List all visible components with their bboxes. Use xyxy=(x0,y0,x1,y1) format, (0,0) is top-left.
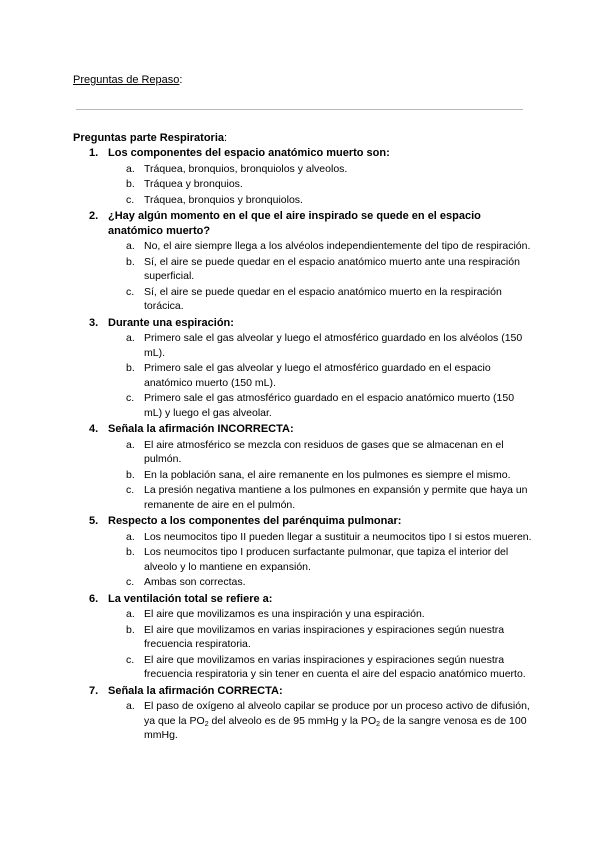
option-letter: b. xyxy=(126,468,135,481)
question-item xyxy=(73,422,533,512)
section-title xyxy=(73,131,533,145)
answer-options xyxy=(108,239,533,314)
answer-option xyxy=(108,545,533,574)
option-text: Ambas son correctas. xyxy=(144,576,246,588)
answer-option xyxy=(108,575,533,590)
answer-option xyxy=(108,162,533,177)
option-text: La presión negativa mantiene a los pulmones en expansión y permite que haya un remanente de aire en el pulmón. xyxy=(144,484,528,511)
page-title xyxy=(73,73,182,87)
subscript-2: 2 xyxy=(204,720,209,728)
answer-option xyxy=(108,607,533,622)
option-text: Primero sale el gas alveolar y luego el atmosférico guardado en el espacio anatómico muerto (150 mL). xyxy=(144,362,491,389)
question-text: Señala la afirmación CORRECTA: xyxy=(108,684,283,697)
option-letter: a. xyxy=(126,332,135,344)
option-letter: a. xyxy=(126,530,135,543)
option-letter: c. xyxy=(126,193,135,206)
question-text: Respecto a los componentes del parénquima pulmonar: xyxy=(108,515,402,527)
answer-option xyxy=(108,239,533,254)
option-text: Primero sale el gas atmosférico guardado en el espacio anatómico muerto (150 mL) y luego el gas alveolar. xyxy=(144,392,515,419)
respiratory-section xyxy=(73,131,533,745)
section-title-colon: : xyxy=(224,132,228,144)
option-text: El aire que movilizamos en varias inspiraciones y espiraciones según nuestra frecuencia respiratoria y sin tener en cuenta el aire del espacio anatómico muerto. xyxy=(144,653,526,680)
option-text: Los neumocitos tipo I producen surfactante pulmonar, que tapiza el interior del alveolo y lo mantiene en expansión. xyxy=(144,546,509,573)
answer-option xyxy=(108,699,533,743)
answer-options xyxy=(108,331,533,420)
answer-options xyxy=(108,438,533,513)
answer-option xyxy=(108,255,533,284)
option-text-part: del alveolo es de 95 mmHg y la PO xyxy=(208,714,377,727)
option-text: Los neumocitos tipo II pueden llegar a sustituir a neumocitos tipo I si estos mueren. xyxy=(144,530,532,543)
answer-options xyxy=(108,699,533,743)
answer-option xyxy=(108,361,533,390)
option-letter: b. xyxy=(126,255,135,268)
option-text: Tráquea, bronquios y bronquiolos. xyxy=(144,193,303,206)
option-letter: a. xyxy=(126,240,135,252)
subscript-2: 2 xyxy=(376,720,381,728)
section-title-text: Preguntas parte Respiratoria xyxy=(73,132,224,144)
option-letter: c. xyxy=(126,285,135,298)
question-text: La ventilación total se refiere a: xyxy=(108,592,273,605)
answer-options xyxy=(108,607,533,682)
option-letter: c. xyxy=(126,484,135,496)
option-letter: a. xyxy=(126,608,135,620)
question-number: 1. xyxy=(89,147,99,159)
question-item xyxy=(73,592,533,682)
page-title-text: Preguntas de Repaso xyxy=(73,74,180,86)
option-text: El aire atmosférico se mezcla con residuos de gases que se almacenan en el pulmón. xyxy=(144,438,504,465)
option-letter: b. xyxy=(126,546,135,558)
answer-option xyxy=(108,331,533,360)
option-letter: c. xyxy=(126,392,135,404)
question-number: 4. xyxy=(89,423,99,435)
option-letter: c. xyxy=(126,653,135,666)
option-text: El aire que movilizamos es una inspiración y una espiración. xyxy=(144,608,425,620)
option-text: Tráquea, bronquios, bronquiolos y alveolos. xyxy=(144,162,348,175)
option-text: Sí, el aire se puede quedar en el espacio anatómico muerto en la respiración torácica. xyxy=(144,285,502,312)
horizontal-divider xyxy=(76,109,523,110)
answer-option xyxy=(108,391,533,420)
question-item xyxy=(73,146,533,207)
question-number: 7. xyxy=(89,684,99,697)
answer-option xyxy=(108,177,533,192)
answer-options xyxy=(108,530,533,590)
option-text: Sí, el aire se puede quedar en el espacio anatómico muerto ante una respiración superficial. xyxy=(144,255,520,282)
option-letter: a. xyxy=(126,700,135,712)
question-text: Los componentes del espacio anatómico muerto son: xyxy=(108,147,390,159)
answer-option xyxy=(108,193,533,208)
option-text: En la población sana, el aire remanente en los pulmones es siempre el mismo. xyxy=(144,468,511,481)
option-letter: c. xyxy=(126,576,135,588)
question-text: ¿Hay algún momento en el que el aire inspirado se quede en el espacio anatómico muerto? xyxy=(108,210,481,237)
question-list xyxy=(73,146,533,743)
question-number: 5. xyxy=(89,515,99,527)
option-letter: b. xyxy=(126,178,135,190)
question-number: 6. xyxy=(89,592,99,605)
answer-option xyxy=(108,483,533,512)
option-letter: b. xyxy=(126,623,135,636)
option-letter: a. xyxy=(126,438,135,451)
option-text: No, el aire siempre llega a los alvéolos independientemente del tipo de respiración. xyxy=(144,240,531,252)
question-text: Durante una espiración: xyxy=(108,316,234,329)
answer-option xyxy=(108,623,533,652)
option-text: Tráquea y bronquios. xyxy=(144,178,243,190)
question-item xyxy=(73,316,533,421)
option-letter: b. xyxy=(126,362,135,374)
page-title-colon: : xyxy=(179,74,183,86)
answer-option xyxy=(108,468,533,483)
answer-options xyxy=(108,162,533,208)
question-number: 3. xyxy=(89,316,99,329)
option-text: Primero sale el gas alveolar y luego el atmosférico guardado en los alvéolos (150 mL). xyxy=(144,332,523,359)
question-text: Señala la afirmación INCORRECTA: xyxy=(108,423,294,435)
question-number: 2. xyxy=(89,210,99,222)
option-text-part: El paso de oxígeno al alveolo capilar se produce por un proceso activo de difusión, ya que la PO xyxy=(144,700,530,727)
option-letter: a. xyxy=(126,162,135,175)
question-item xyxy=(73,209,533,314)
question-item xyxy=(73,514,533,590)
answer-option xyxy=(108,530,533,545)
option-text: El aire que movilizamos en varias inspiraciones y espiraciones según nuestra frecuencia respiratoria. xyxy=(144,623,505,650)
answer-option xyxy=(108,438,533,467)
question-item xyxy=(73,684,533,743)
answer-option xyxy=(108,653,533,682)
answer-option xyxy=(108,285,533,314)
option-text-part: de la sangre venosa es de 100 mmHg. xyxy=(144,714,527,741)
